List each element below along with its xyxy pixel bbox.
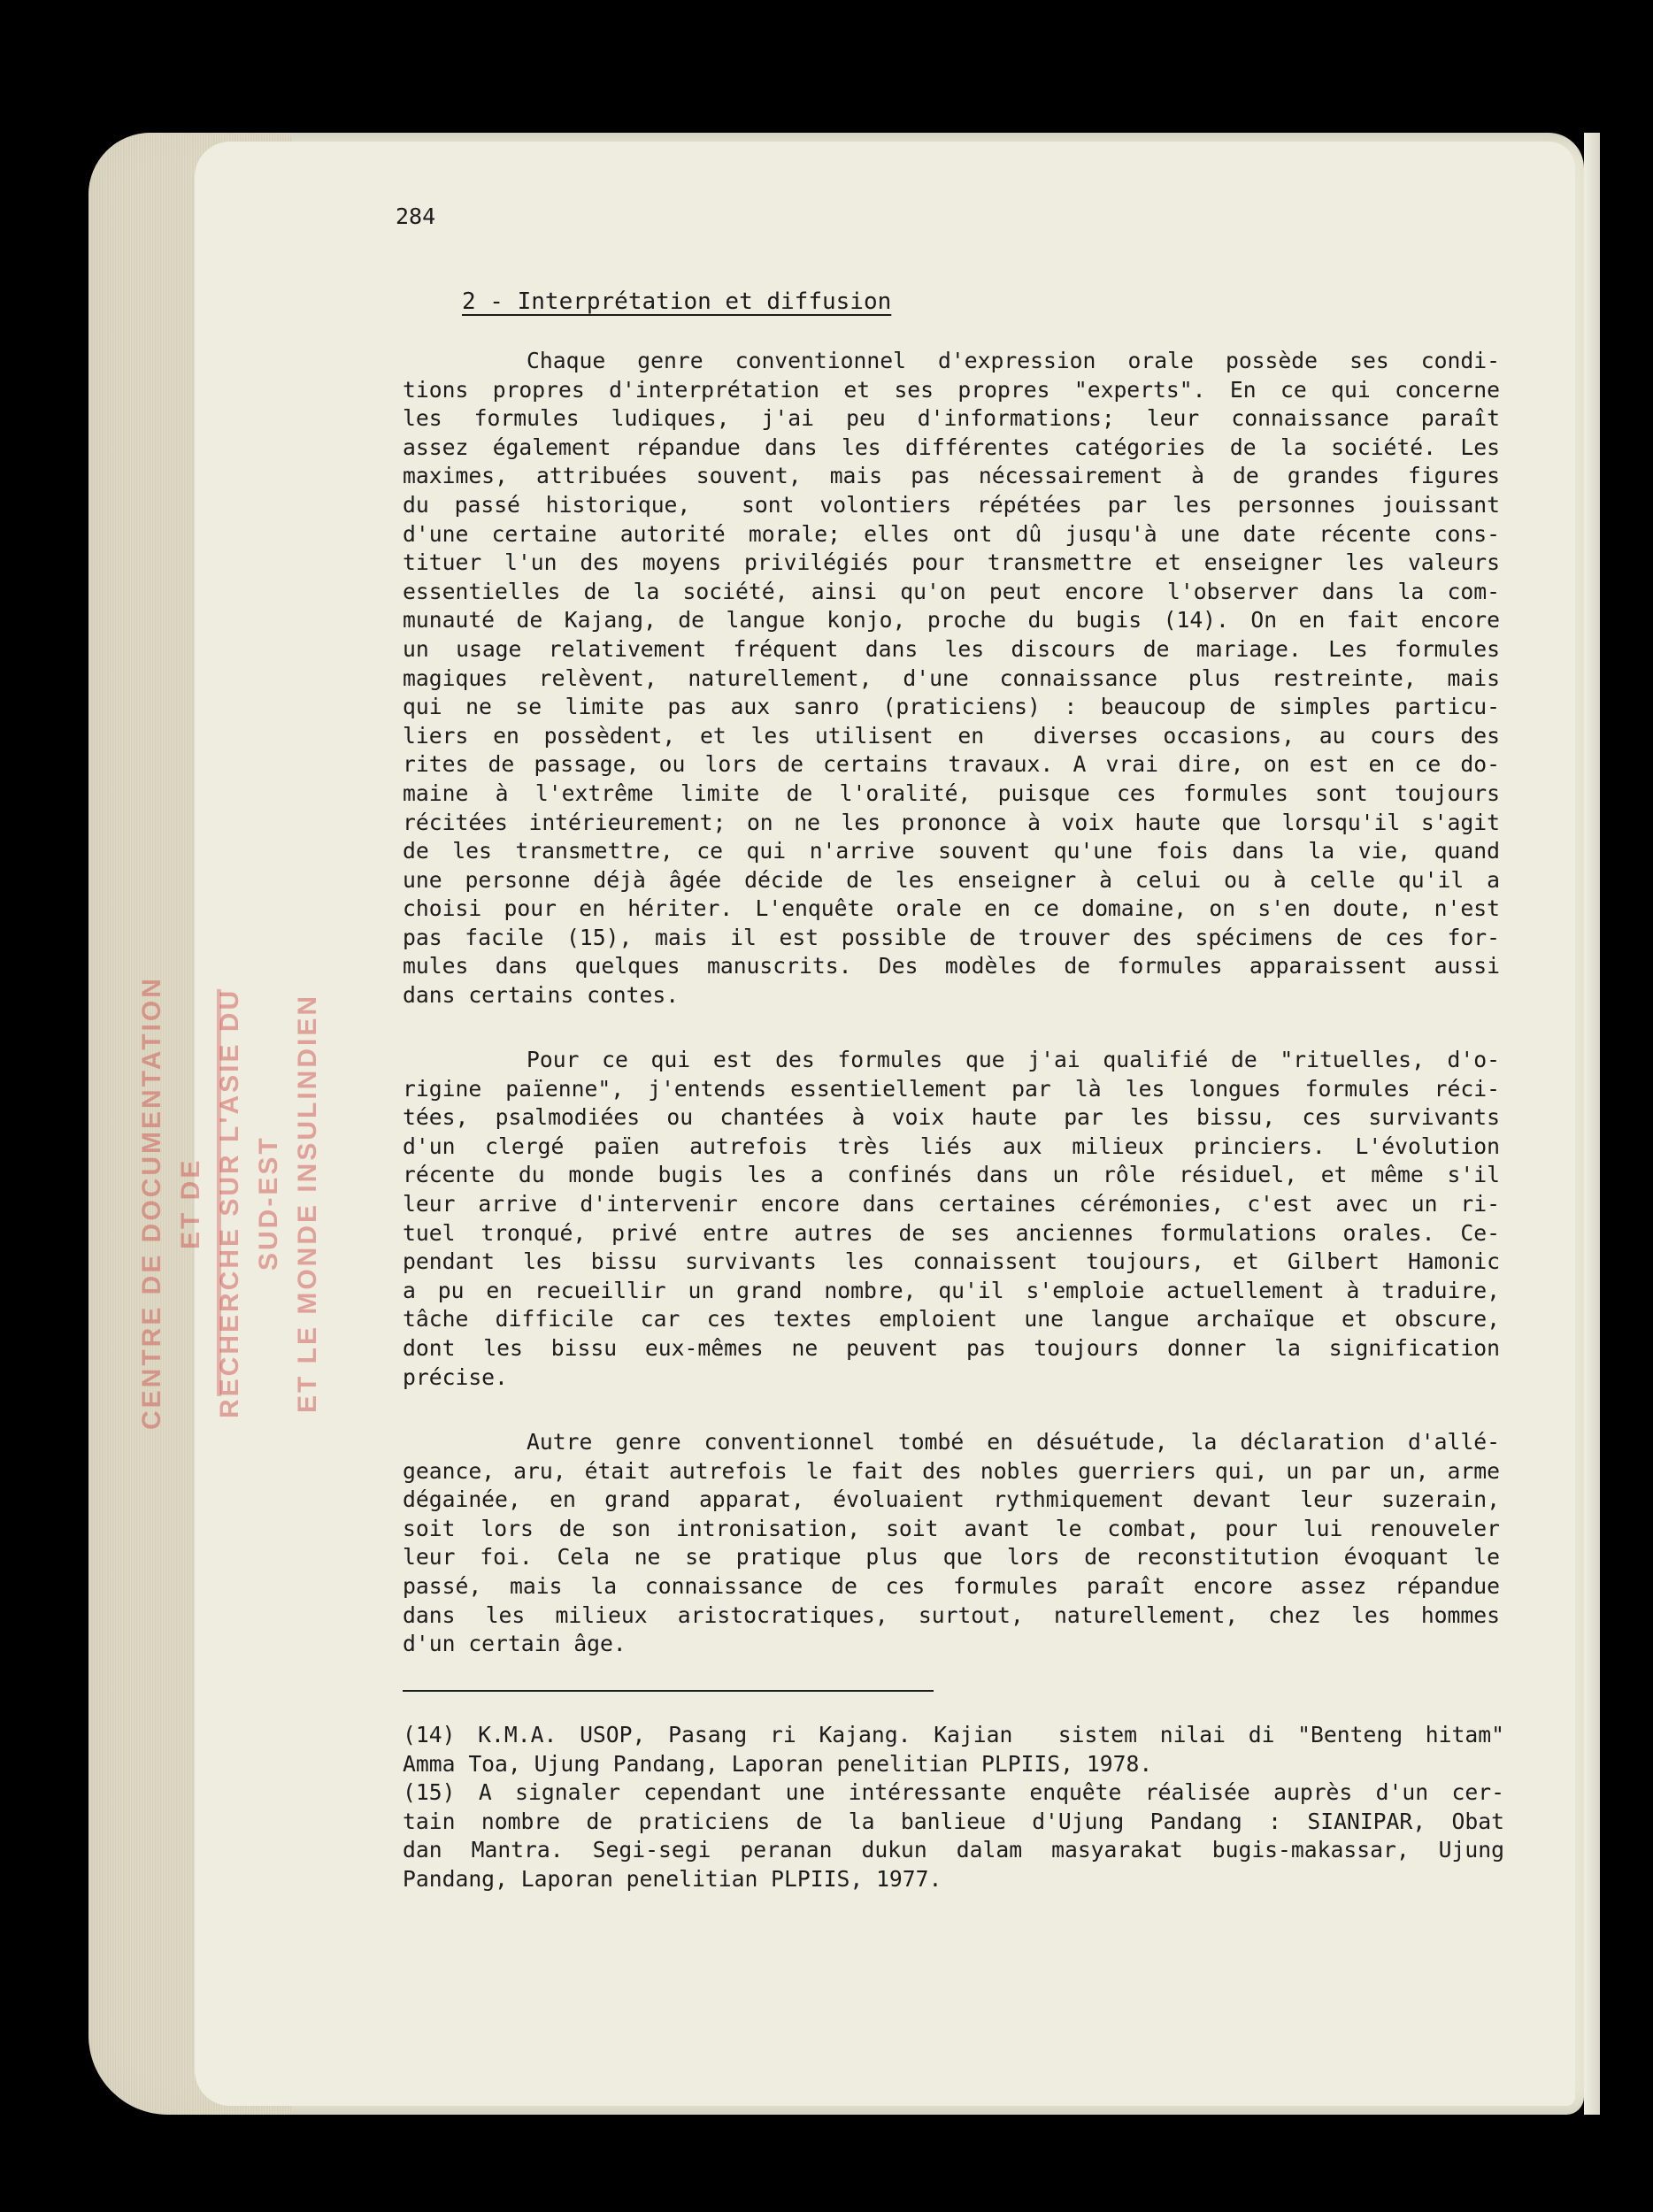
paragraph-3 (403, 1428, 1500, 1659)
paragraph-line: a pu en recueillir un grand nombre, qu'il s'emploie actuellement à traduire, (403, 1277, 1500, 1303)
paragraph-line: essentielles de la société, ainsi qu'on peut encore l'observer dans la com- (403, 578, 1500, 604)
paragraph-line: mules dans quelques manuscrits. Des modèles de formules apparaissent aussi (403, 953, 1500, 979)
footnote-line: tain nombre de praticiens de la banlieue d'Ujung Pandang : SIANIPAR, Obat (403, 1808, 1504, 1834)
paragraph-line: dont les bissu eux-mêmes ne peuvent pas toujours donner la signification (403, 1334, 1500, 1361)
paragraph-line: munauté de Kajang, de langue konjo, proche du bugis (14). On en fait encore (403, 607, 1500, 634)
paragraph-line: du passé historique, sont volontiers répétées par les personnes jouissant (403, 491, 1500, 518)
paragraph-line: récitées intérieurement; on ne les prononce à voix haute que lorsqu'il s'agit (403, 809, 1500, 835)
paragraph-line: pas facile (15), mais il est possible de trouver des spécimens de ces for- (403, 924, 1500, 950)
paragraph-line: d'une certaine autorité morale; elles ont dû jusqu'à une date récente cons- (403, 520, 1500, 547)
paragraph-line: tuel tronqué, privé entre autres de ses anciennes formulations orales. Ce- (403, 1219, 1500, 1246)
paragraph-line: Pour ce qui est des formules que j'ai qualifié de "rituelles, d'o- (527, 1047, 1500, 1072)
page-number: 284 (396, 204, 436, 229)
paragraph-line: de les transmettre, ce qui n'arrive souvent qu'une fois dans la vie, quand (403, 838, 1500, 864)
paragraph-line: qui ne se limite pas aux sanro (praticiens) : beaucoup de simples particu- (403, 694, 1500, 720)
paragraph-line: tâche difficile car ces textes emploient une langue archaïque et obscure, (403, 1306, 1500, 1333)
paragraph-line: dans les milieux aristocratiques, surtout, naturellement, chez les hommes (403, 1601, 1500, 1628)
paragraph-line: Autre genre conventionnel tombé en désuétude, la déclaration d'allé- (527, 1429, 1500, 1455)
stamp-signature-stroke (217, 989, 274, 1401)
stamp-line: RECHERCHE SUR L'ASIE DU SUD-EST (215, 987, 283, 1419)
paragraph-line: liers en possèdent, et les utilisent en diverses occasions, au cours des (403, 722, 1500, 749)
paragraph-line: pendant les bissu survivants les connaissent toujours, et Gilbert Hamonic (403, 1248, 1500, 1275)
paragraph-line: Chaque genre conventionnel d'expression orale possède ses condi- (527, 348, 1500, 373)
footnotes (403, 1721, 1504, 1894)
paragraph-line: récente du monde bugis les a confinés dans un rôle résiduel, et même s'il (403, 1162, 1500, 1188)
paragraph-2 (403, 1046, 1500, 1392)
footnote-line: (14) K.M.A. USOP, Pasang ri Kajang. Kajian sistem nilai di "Benteng hitam" (403, 1722, 1504, 1747)
paragraph-line: tions propres d'interprétation et ses propres "experts". En ce qui concerne (403, 376, 1500, 403)
paragraph-line: maine à l'extrême limite de l'oralité, puisque ces formules sont toujours (403, 780, 1500, 806)
paragraph-line: soit lors de son intronisation, soit avant le combat, pour lui renouveler (403, 1515, 1500, 1541)
footnote-line: Pandang, Laporan penelitian PLPIIS, 1977. (403, 1865, 942, 1892)
footnote-line: (15) A signaler cependant une intéressante enquête réalisée auprès d'un cer- (403, 1779, 1504, 1806)
paragraph-line: tituer l'un des moyens privilégiés pour transmettre et enseigner les valeurs (403, 549, 1500, 576)
paragraph-line: un usage relativement fréquent dans les discours de mariage. Les formules (403, 635, 1500, 662)
paragraph-line: une personne déjà âgée décide de les enseigner à celui ou à celle qu'il a (403, 866, 1500, 893)
footnote-separator (403, 1690, 934, 1692)
paragraph-line: d'un certain âge. (403, 1631, 627, 1657)
stamp-line: CENTRE DE DOCUMENTATION ET DE (137, 976, 205, 1431)
section-heading-text: 2 - Interprétation et diffusion (462, 288, 892, 315)
paragraph-line: d'un clergé païen autrefois très liés aux milieux princiers. L'évolution (403, 1133, 1500, 1159)
paragraph-line: dégainée, en grand apparat, évoluaient rythmiquement devant leur suzerain, (403, 1486, 1500, 1513)
paragraph-line: tées, psalmodiées ou chantées à voix haute par les bissu, ces survivants (403, 1104, 1500, 1131)
paragraph-line: rites de passage, ou lors de certains travaux. A vrai dire, on est en ce do- (403, 751, 1500, 778)
page-right-curl (1584, 133, 1600, 2115)
paragraph-line: dans certains contes. (403, 982, 680, 1009)
paragraph-line: geance, aru, était autrefois le fait des nobles guerriers qui, un par un, arme (403, 1457, 1500, 1484)
footnote-line: dan Mantra. Segi-segi peranan dukun dalam masyarakat bugis-makassar, Ujung (403, 1837, 1504, 1863)
stamp-line: ET LE MONDE INSULINDIEN (293, 994, 322, 1414)
paragraph-1 (403, 347, 1500, 1010)
section-heading (462, 288, 891, 315)
footnote-line: Amma Toa, Ujung Pandang, Laporan penelitian PLPIIS, 1978. (403, 1750, 1153, 1777)
paragraph-line: leur foi. Cela ne se pratique plus que lors de reconstitution évoquant le (403, 1544, 1500, 1571)
paragraph-line: précise. (403, 1363, 508, 1390)
paragraph-line: assez également répandue dans les différentes catégories de la société. Les (403, 434, 1500, 460)
paragraph-line: maximes, attribuées souvent, mais pas nécessairement à de grandes figures (403, 463, 1500, 489)
paragraph-line: magiques relèvent, naturellement, d'une connaissance plus restreinte, mais (403, 664, 1500, 691)
paragraph-line: passé, mais la connaissance de ces formules paraît encore assez répandue (403, 1572, 1500, 1599)
paragraph-line: choisi pour en hériter. L'enquête orale en ce domaine, on s'en doute, n'est (403, 895, 1500, 922)
paragraph-line: leur arrive d'intervenir encore dans certaines cérémonies, c'est avec un ri- (403, 1190, 1500, 1217)
paragraph-line: les formules ludiques, j'ai peu d'informations; leur connaissance paraît (403, 405, 1500, 432)
paragraph-line: rigine païenne", j'entends essentiellement par là les longues formules réci- (403, 1075, 1500, 1102)
